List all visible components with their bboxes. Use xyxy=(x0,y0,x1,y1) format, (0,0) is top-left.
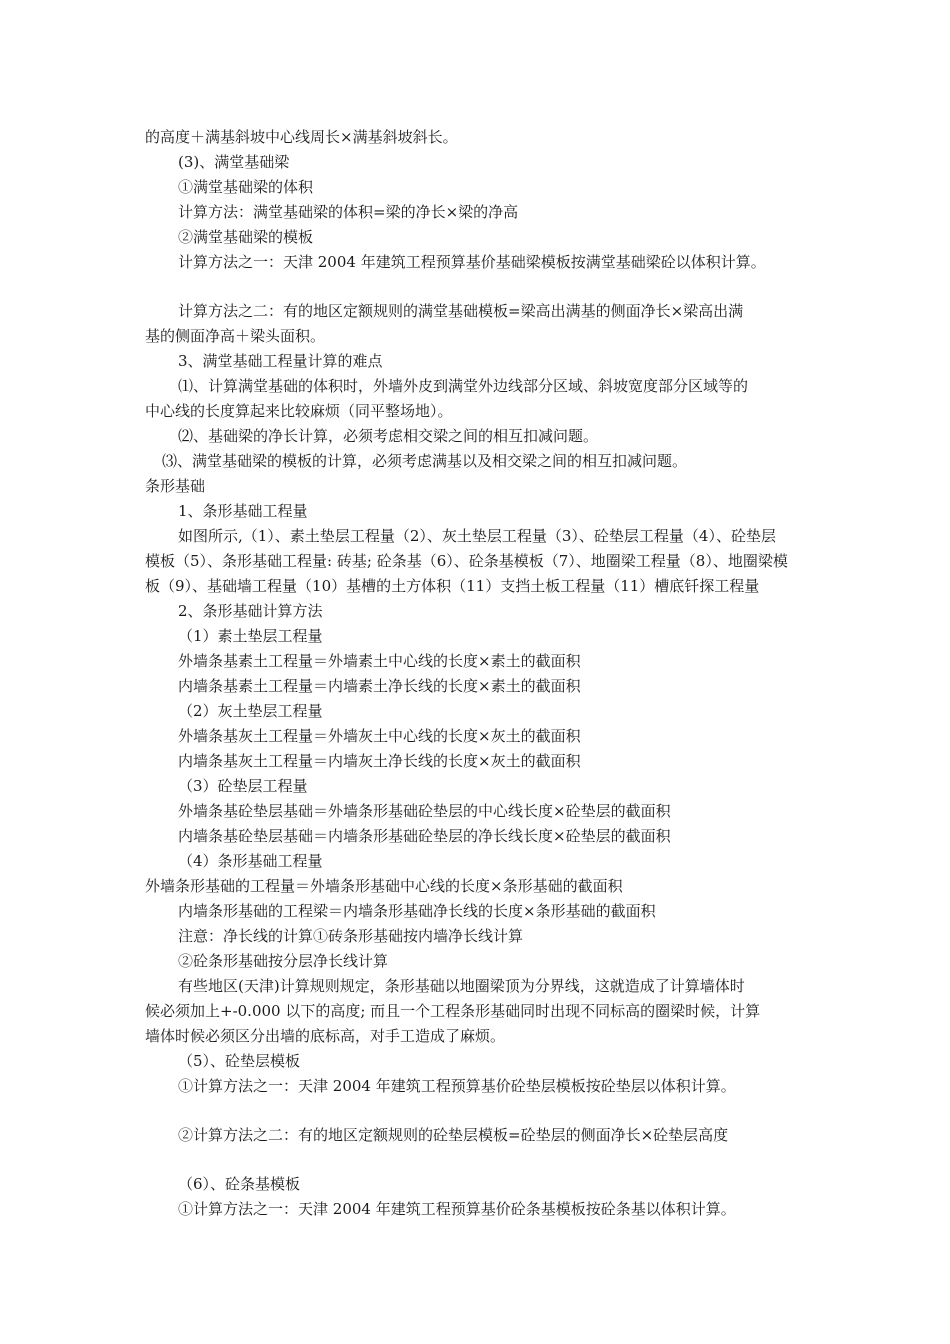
text-line: 有些地区(天津)计算规则规定，条形基础以地圈梁顶为分界线，这就造成了计算墙体时 xyxy=(178,977,745,995)
text-line: 基的侧面净高＋梁头面积。 xyxy=(145,327,326,345)
text-line: 外墙条基砼垫层基础＝外墙条形基础砼垫层的中心线长度×砼垫层的截面积 xyxy=(178,802,671,820)
text-line: 墙体时候必须区分出墙的底标高，对手工造成了麻烦。 xyxy=(145,1027,506,1045)
text-line: 如图所示,（1）、素土垫层工程量（2）、灰土垫层工程量（3）、砼垫层工程量（4）、砼垫层 xyxy=(178,527,776,545)
text-line: ①计算方法之一：天津 2004 年建筑工程预算基价砼垫层模板按砼垫层以体积计算。 xyxy=(178,1077,736,1095)
text-line: ⑴、计算满堂基础的体积时，外墙外皮到满堂外边线部分区域、斜坡宽度部分区域等的 xyxy=(178,377,749,395)
text-line: 内墙条基灰土工程量＝内墙灰土净长线的长度×灰土的截面积 xyxy=(178,752,581,770)
text-line: 外墙条基素土工程量＝外墙素土中心线的长度×素土的截面积 xyxy=(178,652,581,670)
text-line: 的高度＋满基斜坡中心线周长×满基斜坡斜长。 xyxy=(145,128,458,146)
text-line: ①计算方法之一：天津 2004 年建筑工程预算基价砼条基模板按砼条基以体积计算。 xyxy=(178,1200,736,1218)
subsection-heading: （1）素土垫层工程量 xyxy=(178,627,323,645)
text-line: 计算方法之二：有的地区定额规则的满堂基础模板=梁高出满基的侧面净长×梁高出满 xyxy=(178,302,744,320)
text-line: 内墙条基砼垫层基础＝内墙条形基础砼垫层的净长线长度×砼垫层的截面积 xyxy=(178,827,671,845)
section-heading: 条形基础 xyxy=(145,477,206,495)
text-line: ⑶、满堂基础梁的模板的计算，必须考虑满基以及相交梁之间的相互扣减问题。 xyxy=(162,452,688,470)
text-line: 内墙条基素土工程量＝内墙素土净长线的长度×素土的截面积 xyxy=(178,677,581,695)
text-line: ①满堂基础梁的体积 xyxy=(178,178,314,196)
text-line: 注意：净长线的计算①砖条形基础按内墙净长线计算 xyxy=(178,927,524,945)
section-heading: 1、条形基础工程量 xyxy=(178,502,308,520)
text-line: ⑵、基础梁的净长计算，必须考虑相交梁之间的相互扣减问题。 xyxy=(178,427,599,445)
text-line: 外墙条基灰土工程量＝外墙灰土中心线的长度×灰土的截面积 xyxy=(178,727,581,745)
text-line: 候必须加上+-0.000 以下的高度; 而且一个工程条形基础同时出现不同标高的圈梁时候，计算 xyxy=(145,1002,761,1020)
text-line: 模板（5）、条形基础工程量: 砖基; 砼条基（6）、砼条基模板（7）、地圈梁工程量（8）、地圈梁模 xyxy=(145,552,788,570)
subsection-heading: （4）条形基础工程量 xyxy=(178,852,323,870)
text-line: 计算方法：满堂基础梁的体积=梁的净长×梁的净高 xyxy=(178,203,519,221)
text-line: 计算方法之一：天津 2004 年建筑工程预算基价基础梁模板按满堂基础梁砼以体积计算。 xyxy=(178,253,766,271)
text-line: ②砼条形基础按分层净长线计算 xyxy=(178,952,389,970)
text-line: ②满堂基础梁的模板 xyxy=(178,228,314,246)
text-line: 外墙条形基础的工程量＝外墙条形基础中心线的长度×条形基础的截面积 xyxy=(145,877,623,895)
text-line: ②计算方法之二：有的地区定额规则的砼垫层模板=砼垫层的侧面净长×砼垫层高度 xyxy=(178,1126,729,1144)
section-heading: 2、条形基础计算方法 xyxy=(178,602,323,620)
section-heading: (3)、满堂基础梁 xyxy=(178,153,290,171)
subsection-heading: （6）、砼条基模板 xyxy=(178,1175,301,1193)
subsection-heading: （3）砼垫层工程量 xyxy=(178,777,308,795)
text-line: 内墙条形基础的工程梁＝内墙条形基础净长线的长度×条形基础的截面积 xyxy=(178,902,656,920)
subsection-heading: （2）灰土垫层工程量 xyxy=(178,702,323,720)
text-line: 板（9）、基础墙工程量（10）基槽的土方体积（11）支挡土板工程量（11）槽底钎探工程量 xyxy=(145,577,760,595)
subsection-heading: （5）、砼垫层模板 xyxy=(178,1052,301,1070)
text-line: 中心线的长度算起来比较麻烦（同平整场地）。 xyxy=(145,402,453,420)
section-heading: 3、满堂基础工程量计算的难点 xyxy=(178,352,383,370)
